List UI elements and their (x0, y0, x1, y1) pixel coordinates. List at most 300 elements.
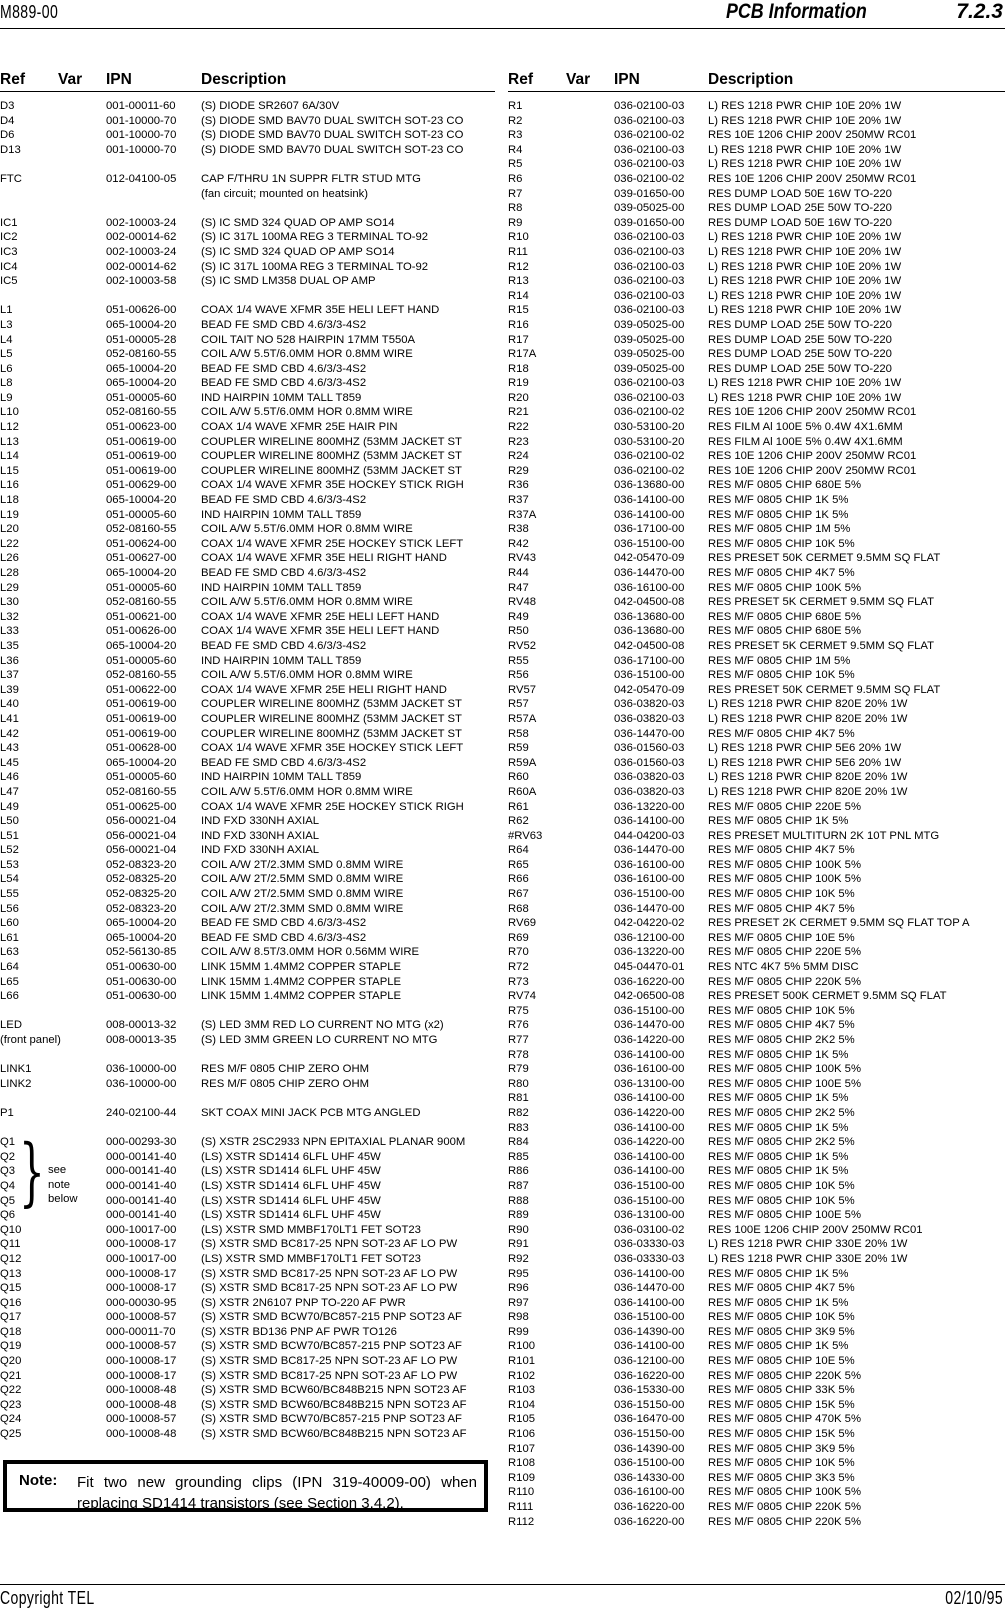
table-row (0, 391, 495, 406)
part-ref: D13 (0, 143, 21, 156)
part-ref: D6 (0, 129, 15, 142)
part-description: IND HAIRPIN 10MM TALL T859 (201, 508, 362, 521)
part-ref: R36 (508, 479, 529, 492)
table-row (508, 916, 1005, 931)
part-ref: RV48 (508, 596, 537, 609)
part-ref: R50 (508, 625, 529, 638)
part-description: IND FXD 330NH AXIAL (201, 815, 320, 828)
part-ipn: 051-00619-00 (106, 712, 177, 725)
part-description: RES DUMP LOAD 25E 50W TO-220 (708, 348, 892, 361)
table-row (508, 1310, 1005, 1325)
table-row (508, 683, 1005, 698)
part-description: RES M/F 0805 CHIP 1K 5% (708, 1121, 849, 1134)
table-row (0, 975, 495, 990)
part-description: (S) DIODE SMD BAV70 DUAL SWITCH SOT-23 CO (201, 143, 464, 156)
part-ref: R6 (508, 172, 523, 185)
part-ipn: 036-14100-00 (614, 1296, 685, 1309)
part-description: IND HAIRPIN 10MM TALL T859 (201, 391, 362, 404)
part-ref: R12 (508, 260, 529, 273)
part-ref: R98 (508, 1311, 529, 1324)
part-description: COIL A/W 2T/2.5MM SMD 0.8MM WIRE (201, 873, 404, 886)
table-row (0, 230, 495, 245)
part-description: RES M/F 0805 CHIP 4K7 5% (708, 567, 855, 579)
part-description: RES M/F 0805 CHIP 1K 5% (708, 1340, 849, 1353)
part-ref: R58 (508, 727, 529, 740)
part-description: RES M/F 0805 CHIP 100K 5% (708, 858, 861, 871)
part-description: RES M/F 0805 CHIP 4K7 5% (708, 727, 855, 740)
part-ipn: 002-00014-62 (106, 260, 177, 273)
part-ipn: 042-05470-09 (614, 552, 685, 565)
table-row (0, 756, 495, 771)
part-ref: IC2 (0, 231, 18, 244)
part-description: L) RES 1218 PWR CHIP 10E 20% 1W (708, 377, 902, 390)
part-ipn: 039-05025-00 (614, 362, 685, 375)
part-ref: RV57 (508, 683, 537, 696)
table-row (0, 916, 495, 931)
part-description: RES 10E 1206 CHIP 200V 250MW RC01 (708, 464, 917, 477)
part-ref: R95 (508, 1267, 529, 1280)
table-row (508, 362, 1005, 377)
table-row (508, 1325, 1005, 1340)
part-ipn: 056-00021-04 (106, 829, 177, 842)
part-ipn: 051-00005-60 (106, 581, 177, 594)
part-description: (S) LED 3MM RED LO CURRENT NO MTG (x2) (201, 1019, 444, 1032)
table-row (0, 1223, 495, 1238)
table-row (0, 1252, 495, 1267)
part-ref: Q12 (0, 1252, 22, 1265)
table-row (508, 333, 1005, 348)
col-head-ref-left: Ref (0, 71, 25, 88)
table-row (0, 887, 495, 902)
part-ref: Q15 (0, 1282, 22, 1295)
col-head-rule-right (508, 91, 1005, 92)
part-ref: R57A (508, 712, 537, 725)
part-description: COAX 1/4 WAVE XFMR 25E HOCKEY STICK RIGH (201, 800, 464, 813)
part-ipn: 036-14100-00 (614, 1121, 685, 1134)
part-ipn: 039-05025-00 (614, 348, 685, 361)
part-description: COUPLER WIRELINE 800MHZ (53MM JACKET ST (201, 464, 462, 477)
table-row (508, 1077, 1005, 1092)
part-ipn: 036-16100-00 (614, 581, 685, 594)
part-ref: L60 (0, 917, 19, 930)
table-row (0, 829, 495, 844)
part-ipn: 036-13680-00 (614, 610, 685, 623)
part-ipn: 036-16220-00 (614, 975, 685, 988)
table-row (508, 1252, 1005, 1267)
table-row (508, 1354, 1005, 1369)
part-ipn: 042-06500-08 (614, 990, 685, 1003)
table-row (508, 187, 1005, 202)
part-ref: L28 (0, 567, 19, 579)
part-ipn: 042-04220-02 (614, 917, 685, 930)
table-row (508, 1208, 1005, 1223)
part-ref: R112 (508, 1515, 535, 1528)
table-row (0, 1135, 495, 1150)
part-description: RES M/F 0805 CHIP 100E 5% (708, 1077, 861, 1090)
part-ref: Q1 (0, 1136, 16, 1149)
part-description: (S) XSTR SMD BC817-25 NPN SOT-23 AF LO PW (201, 1238, 458, 1251)
part-description: RES M/F 0805 CHIP 680E 5% (708, 479, 861, 492)
part-description: RES NTC 4K7 5% 5MM DISC (708, 961, 859, 974)
part-description: (LS) XSTR SMD MMBF170LT1 FET SOT23 (201, 1252, 421, 1265)
part-ref: R105 (508, 1413, 536, 1426)
part-ref: L37 (0, 669, 19, 682)
part-ref: R65 (508, 858, 529, 871)
part-ipn: 039-05025-00 (614, 202, 685, 215)
part-ipn: 036-14100-00 (614, 508, 685, 521)
table-row (508, 1106, 1005, 1121)
part-description: RES 10E 1206 CHIP 200V 250MW RC01 (708, 129, 917, 142)
part-ipn: 039-01650-00 (614, 187, 685, 200)
table-row (508, 1004, 1005, 1019)
part-ref: R23 (508, 435, 529, 448)
table-row (0, 172, 495, 187)
part-ref: L47 (0, 785, 19, 798)
part-ipn: 051-00619-00 (106, 727, 177, 740)
part-ref: L13 (0, 435, 19, 448)
part-ipn: 036-02100-03 (614, 260, 685, 273)
part-description: RES M/F 0805 CHIP 4K7 5% (708, 1282, 855, 1295)
part-ref: Q25 (0, 1428, 22, 1441)
part-ipn: 036-16470-00 (614, 1413, 685, 1426)
part-description: COAX 1/4 WAVE XFMR 35E HELI RIGHT HAND (201, 552, 447, 565)
part-description: RES DUMP LOAD 25E 50W TO-220 (708, 333, 892, 346)
part-description: L) RES 1218 PWR CHIP 820E 20% 1W (708, 785, 908, 798)
part-description: (S) XSTR BD136 PNP AF PWR TO126 (201, 1325, 397, 1338)
part-ref: L26 (0, 552, 19, 565)
part-ipn: 036-16220-00 (614, 1515, 685, 1528)
part-ref: L55 (0, 888, 19, 901)
part-ipn: 036-16100-00 (614, 858, 685, 871)
table-row (0, 1427, 495, 1442)
part-description: RES DUMP LOAD 50E 16W TO-220 (708, 216, 892, 229)
table-row (0, 581, 495, 596)
table-row (0, 639, 495, 654)
part-description: (S) XSTR SMD BCW70/BC857-215 PNP SOT23 AF (201, 1311, 462, 1324)
part-ref: L66 (0, 990, 19, 1003)
part-description: COUPLER WIRELINE 800MHZ (53MM JACKET ST (201, 698, 462, 711)
part-description: COAX 1/4 WAVE XFMR 35E HOCKEY STICK LEFT (201, 742, 464, 755)
part-ref: L12 (0, 421, 19, 434)
part-ref: IC1 (0, 216, 18, 229)
part-description: RES DUMP LOAD 25E 50W TO-220 (708, 318, 892, 331)
part-ref: R4 (508, 143, 523, 156)
table-row (508, 1500, 1005, 1515)
part-ref: Q23 (0, 1398, 22, 1411)
part-ref: Q24 (0, 1413, 22, 1426)
part-ipn: 000-10008-57 (106, 1413, 177, 1426)
table-row (508, 800, 1005, 815)
part-description: (S) XSTR SMD BCW60/BC848B215 NPN SOT23 AF (201, 1384, 467, 1397)
table-row (0, 814, 495, 829)
table-row (0, 245, 495, 260)
table-row (508, 289, 1005, 304)
part-ref: R44 (508, 567, 529, 579)
part-description: RES M/F 0805 CHIP 3K9 5% (708, 1442, 855, 1455)
table-row (0, 843, 495, 858)
q-note-note: note (48, 1179, 70, 1191)
part-description: RES M/F 0805 CHIP 10K 5% (708, 1311, 855, 1324)
table-row (0, 785, 495, 800)
table-row (0, 478, 495, 493)
part-ref: R60A (508, 785, 537, 798)
part-ipn: 036-14470-00 (614, 567, 685, 579)
part-description: COAX 1/4 WAVE XFMR 25E HELI RIGHT HAND (201, 683, 447, 696)
part-ref: R87 (508, 1179, 529, 1192)
table-row (508, 1456, 1005, 1471)
part-ref: R68 (508, 902, 529, 915)
table-row (0, 1383, 495, 1398)
part-ipn: 039-05025-00 (614, 318, 685, 331)
part-ref: L5 (0, 348, 13, 361)
part-ipn: 036-15100-00 (614, 888, 685, 901)
table-row (508, 668, 1005, 683)
part-ipn: 065-10004-20 (106, 494, 177, 507)
group-spacer (0, 1048, 495, 1063)
part-ipn: 036-14100-00 (614, 1267, 685, 1280)
part-ref: R18 (508, 362, 529, 375)
table-row (0, 187, 495, 202)
part-ref: RV74 (508, 990, 537, 1003)
part-description: RES M/F 0805 CHIP 1K 5% (708, 1296, 849, 1309)
part-ref: L39 (0, 683, 19, 696)
part-ref: R96 (508, 1282, 529, 1295)
table-row (0, 595, 495, 610)
part-ipn: 051-00005-60 (106, 391, 177, 404)
part-ipn: 051-00630-00 (106, 990, 177, 1003)
part-ipn: 051-00630-00 (106, 961, 177, 974)
table-row (0, 449, 495, 464)
part-ipn: 051-00005-60 (106, 654, 177, 667)
table-row (0, 624, 495, 639)
part-description: RES M/F 0805 CHIP 10K 5% (708, 888, 855, 901)
table-row (0, 216, 495, 231)
part-description: RES M/F 0805 CHIP 15K 5% (708, 1428, 855, 1441)
part-ref: R89 (508, 1209, 529, 1222)
table-row (0, 260, 495, 275)
part-description: COUPLER WIRELINE 800MHZ (53MM JACKET ST (201, 435, 462, 448)
table-row (508, 318, 1005, 333)
part-ipn: 036-13680-00 (614, 625, 685, 638)
part-description: RES 10E 1206 CHIP 200V 250MW RC01 (708, 172, 917, 185)
table-row (0, 697, 495, 712)
part-description: RES M/F 0805 CHIP 10K 5% (708, 1457, 855, 1470)
part-ref: R24 (508, 450, 529, 463)
table-row (0, 537, 495, 552)
part-ipn: 036-02100-03 (614, 304, 685, 317)
table-row (0, 1398, 495, 1413)
table-row (508, 1135, 1005, 1150)
part-ref: Q18 (0, 1325, 22, 1338)
part-description: RES M/F 0805 CHIP 100E 5% (708, 1209, 861, 1222)
part-description: (S) XSTR SMD BCW70/BC857-215 PNP SOT23 AF (201, 1340, 462, 1353)
table-row (0, 362, 495, 377)
part-ref: Q5 (0, 1194, 16, 1207)
part-ipn: 065-10004-20 (106, 639, 177, 652)
part-ref: L43 (0, 742, 19, 755)
table-row (0, 464, 495, 479)
table-row (508, 1223, 1005, 1238)
part-ref: R76 (508, 1019, 529, 1032)
table-row (0, 902, 495, 917)
part-description: COIL A/W 5.5T/6.0MM HOR 0.8MM WIRE (201, 669, 413, 682)
part-ipn: 051-00627-00 (106, 552, 177, 565)
part-ipn: 000-10008-17 (106, 1369, 177, 1382)
table-row (0, 931, 495, 946)
part-ipn: 000-00011-70 (106, 1325, 176, 1338)
part-ref: L64 (0, 961, 19, 974)
table-row (0, 960, 495, 975)
part-ipn: 051-00005-28 (106, 333, 177, 346)
part-ipn: 052-08323-20 (106, 902, 177, 915)
part-ipn: 036-01560-03 (614, 742, 685, 755)
part-description: RES M/F 0805 CHIP 2K2 5% (708, 1136, 855, 1149)
table-row (508, 975, 1005, 990)
part-ipn: 036-02100-03 (614, 377, 685, 390)
part-ref: R3 (508, 129, 523, 142)
part-description: (S) XSTR 2SC2933 NPN EPITAXIAL PLANAR 900M (201, 1136, 466, 1149)
part-description: COIL A/W 5.5T/6.0MM HOR 0.8MM WIRE (201, 596, 413, 609)
part-description: RES M/F 0805 CHIP 10E 5% (708, 931, 855, 944)
part-ref: L36 (0, 654, 19, 667)
table-row (508, 1164, 1005, 1179)
part-ipn: 051-00626-00 (106, 304, 177, 317)
part-ref: R88 (508, 1194, 529, 1207)
part-ipn: 036-16220-00 (614, 1369, 685, 1382)
part-ipn: 036-02100-02 (614, 450, 685, 463)
table-row (0, 1208, 495, 1223)
part-description: (S) DIODE SMD BAV70 DUAL SWITCH SOT-23 CO (201, 129, 464, 142)
part-ipn: 036-15100-00 (614, 1194, 685, 1207)
part-ipn: 051-00005-60 (106, 771, 177, 784)
part-ipn: 036-02100-03 (614, 143, 685, 156)
part-description: RES M/F 0805 CHIP 1M 5% (708, 523, 851, 536)
part-description: L) RES 1218 PWR CHIP 10E 20% 1W (708, 143, 902, 156)
part-ref: R92 (508, 1252, 529, 1265)
part-description: L) RES 1218 PWR CHIP 10E 20% 1W (708, 158, 902, 171)
part-ipn: 052-08160-55 (106, 669, 177, 682)
part-description: BEAD FE SMD CBD 4.6/3/3-4S2 (201, 756, 367, 769)
table-row (0, 1267, 495, 1282)
part-description: (S) LED 3MM GREEN LO CURRENT NO MTG (201, 1034, 438, 1046)
table-row (508, 230, 1005, 245)
part-ipn: 039-05025-00 (614, 333, 685, 346)
part-ref: R7 (508, 187, 523, 200)
part-ipn: 036-13100-00 (614, 1077, 685, 1090)
part-ref: Q21 (0, 1369, 22, 1382)
table-row (508, 405, 1005, 420)
part-ipn: 042-04500-08 (614, 639, 685, 652)
q-note-see: see (48, 1164, 67, 1176)
part-ipn: 036-02100-03 (614, 391, 685, 404)
part-ipn: 036-02100-02 (614, 129, 685, 142)
part-description: RES M/F 0805 CHIP 2K2 5% (708, 1034, 855, 1046)
part-ipn: 000-10008-17 (106, 1238, 177, 1251)
table-row (508, 216, 1005, 231)
part-description: BEAD FE SMD CBD 4.6/3/3-4S2 (201, 494, 367, 507)
part-description: RES M/F 0805 CHIP 4K7 5% (708, 1019, 855, 1032)
part-ipn: 036-14470-00 (614, 902, 685, 915)
table-row (0, 128, 495, 143)
part-ipn: 036-14100-00 (614, 1150, 685, 1163)
table-row (508, 1398, 1005, 1413)
part-ref: Q22 (0, 1384, 22, 1397)
part-ipn: 051-00619-00 (106, 435, 177, 448)
part-ref: L15 (0, 464, 19, 477)
part-description: RES M/F 0805 CHIP 680E 5% (708, 625, 861, 638)
part-ipn: 000-00141-40 (106, 1179, 177, 1192)
part-ipn: 002-00014-62 (106, 231, 177, 244)
part-description: LINK 15MM 1.4MM2 COPPER STAPLE (201, 975, 402, 988)
part-ipn: 036-15100-00 (614, 537, 685, 550)
part-ipn: 052-08325-20 (106, 873, 177, 886)
note-text: Fit two new grounding clips (IPN 319-40009-00) when replacing SD1414 transistors (see Section 3.4.2). (77, 1474, 477, 1512)
table-row (508, 624, 1005, 639)
part-ipn: 036-16220-00 (614, 1501, 685, 1513)
parts-list-left (0, 99, 495, 1442)
part-ipn: 036-14390-00 (614, 1325, 685, 1338)
table-row (0, 566, 495, 581)
table-row (508, 551, 1005, 566)
table-row (0, 1033, 495, 1048)
part-ref: R2 (508, 114, 523, 127)
note-label: Note: (19, 1472, 58, 1489)
part-ref: L19 (0, 508, 19, 521)
part-ipn: 052-08160-55 (106, 785, 177, 798)
part-ref: R82 (508, 1106, 529, 1119)
part-ref: LED (0, 1019, 22, 1032)
part-ref: L3 (0, 318, 13, 331)
part-ipn: 051-00005-60 (106, 508, 177, 521)
part-description: RES M/F 0805 CHIP 100K 5% (708, 581, 861, 594)
part-ipn: 036-13100-00 (614, 1209, 685, 1222)
table-row (0, 1106, 495, 1121)
part-ref: R10 (508, 231, 529, 244)
table-row (508, 1296, 1005, 1311)
table-row (0, 1339, 495, 1354)
part-ipn: 036-12100-00 (614, 931, 685, 944)
part-ipn: 030-53100-20 (614, 435, 685, 448)
part-ipn: 036-17100-00 (614, 523, 685, 536)
part-description: IND HAIRPIN 10MM TALL T859 (201, 581, 362, 594)
part-ipn: 240-02100-44 (106, 1106, 177, 1119)
part-ref: R80 (508, 1077, 529, 1090)
part-ipn: 002-10003-58 (106, 275, 177, 288)
part-ref: L22 (0, 537, 19, 550)
table-row (508, 872, 1005, 887)
part-description: BEAD FE SMD CBD 4.6/3/3-4S2 (201, 318, 367, 331)
table-row (508, 829, 1005, 844)
part-ref: R84 (508, 1136, 529, 1149)
part-ipn: 052-08323-20 (106, 858, 177, 871)
header-rule (0, 28, 1005, 29)
part-ipn: 036-14470-00 (614, 1019, 685, 1032)
table-row (508, 1150, 1005, 1165)
part-ref: R107 (508, 1442, 536, 1455)
part-description: RES M/F 0805 CHIP 220K 5% (708, 1515, 861, 1528)
part-ipn: 002-10003-24 (106, 216, 177, 229)
part-ref: R99 (508, 1325, 529, 1338)
part-ref: L8 (0, 377, 13, 390)
table-row (508, 508, 1005, 523)
part-description: (S) IC SMD 324 QUAD OP AMP SO14 (201, 245, 395, 258)
part-description: L) RES 1218 PWR CHIP 820E 20% 1W (708, 712, 908, 725)
part-ref: R69 (508, 931, 529, 944)
part-ref: R109 (508, 1471, 536, 1484)
part-description: RES 100E 1206 CHIP 200V 250MW RC01 (708, 1223, 923, 1236)
table-row (0, 1164, 495, 1179)
table-row (0, 493, 495, 508)
